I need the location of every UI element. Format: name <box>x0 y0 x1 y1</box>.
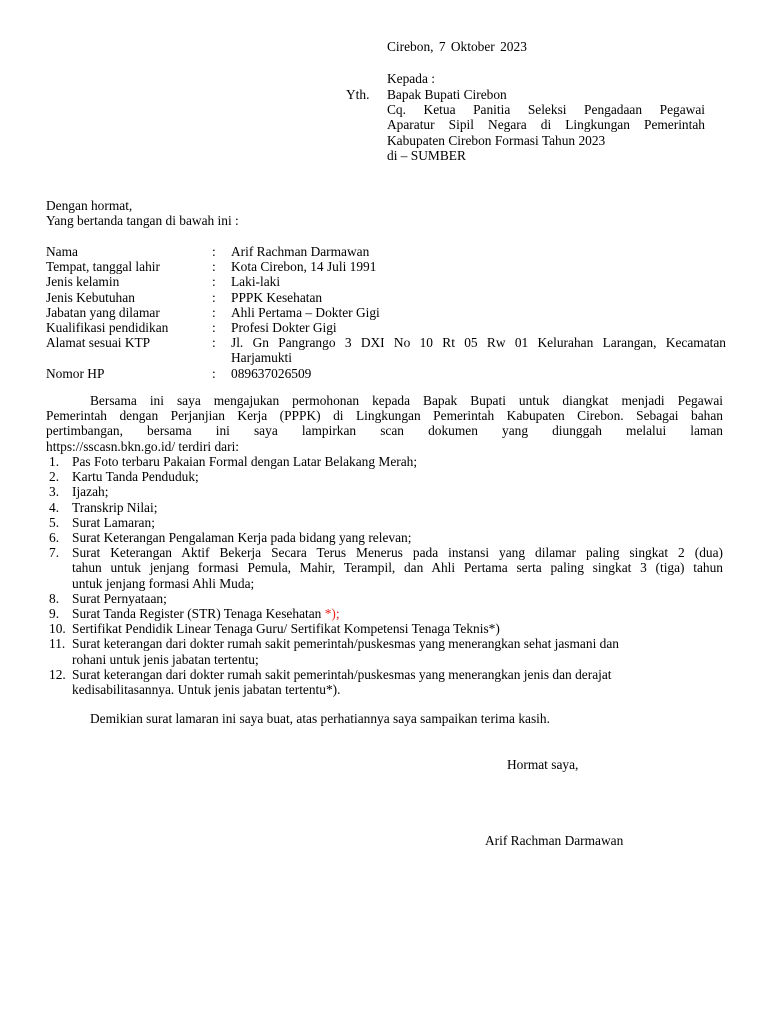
field-colon: : <box>212 244 216 259</box>
field-row <box>46 305 726 320</box>
field-row <box>46 366 726 381</box>
closing-sentence: Demikian surat lamaran ini saya buat, atas perhatiannya saya sampaikan terima kasih. <box>90 711 550 726</box>
list-item <box>46 500 723 515</box>
list-number: 9. <box>49 606 60 622</box>
greeting-salutation: Dengan hormat, <box>46 198 133 213</box>
field-value: Profesi Dokter Gigi <box>231 320 337 336</box>
paragraph-line <box>46 393 723 408</box>
greeting-intro: Yang bertanda tangan di bawah ini : <box>46 213 239 229</box>
field-value: Kota Cirebon, 14 Juli 1991 <box>231 259 377 275</box>
list-item <box>46 469 723 484</box>
list-text: Transkrip Nilai; <box>72 499 158 515</box>
list-text: Surat Lamaran; <box>72 514 155 530</box>
list-number: 4. <box>49 499 60 515</box>
list-text: Surat Keterangan Pengalaman Kerja pada bidang yang relevan; <box>72 530 412 546</box>
list-text: Surat Tanda Register (STR) Tenaga Kesehatan <box>72 606 325 622</box>
field-row <box>46 274 726 289</box>
list-item <box>46 530 723 545</box>
field-row <box>46 244 726 259</box>
list-item <box>46 667 723 697</box>
list-item <box>46 484 723 499</box>
list-number: 10. <box>49 621 66 637</box>
yth-label: Yth. <box>346 87 370 102</box>
list-number: 2. <box>49 469 60 485</box>
field-label: Jenis kelamin <box>46 274 120 290</box>
field-row <box>46 290 726 305</box>
field-row <box>46 259 726 274</box>
list-number: 8. <box>49 590 60 606</box>
list-text: Pas Foto terbaru Pakaian Formal dengan Latar Belakang Merah; <box>72 454 418 469</box>
paragraph-text: Bersama ini saya mengajukan permohonan kepada Bapak Bupati untuk diangkat menjadi Pegawai <box>90 393 723 408</box>
document-list <box>46 454 723 697</box>
list-text: Surat keterangan dari dokter rumah sakit pemerintah/puskesmas yang menerangkan jenis dan derajat <box>72 666 612 682</box>
field-label: Jabatan yang dilamar <box>46 304 160 320</box>
list-text: kedisabilitasannya. Untuk jenis jabatan tertentu*). <box>72 682 341 698</box>
paragraph-line: https://sscasn.bkn.go.id/ terdiri dari: <box>46 438 240 454</box>
field-value: 089637026509 <box>231 365 312 381</box>
list-text: Surat Keterangan Aktif Bekerja Secara Terus Menerus pada instansi yang dilamar paling singkat 2 (dua) <box>72 545 723 561</box>
list-item <box>46 606 723 621</box>
recipient-line: Bapak Bupati Cirebon <box>387 87 507 102</box>
recipient-line: Cq. Ketua Panitia Seleksi Pengadaan Pegawai <box>387 102 705 118</box>
list-number: 12. <box>49 666 66 682</box>
list-text: Surat Pernyataan; <box>72 590 167 606</box>
field-value: PPPK Kesehatan <box>231 289 323 305</box>
list-item <box>46 545 723 591</box>
recipient-line: Aparatur Sipil Negara di Lingkungan Pemerintah <box>387 117 705 133</box>
recipient-line: Kabupaten Cirebon Formasi Tahun 2023 <box>387 132 606 148</box>
list-number: 6. <box>49 530 60 546</box>
field-colon: : <box>212 289 216 305</box>
field-label: Jenis Kebutuhan <box>46 289 135 305</box>
field-colon: : <box>212 259 216 275</box>
field-colon: : <box>212 304 216 320</box>
list-number: 3. <box>49 484 60 500</box>
list-item <box>46 621 723 636</box>
list-text: rohani untuk jenis jabatan tertentu; <box>72 651 259 667</box>
field-value: Ahli Pertama – Dokter Gigi <box>231 304 380 320</box>
list-text: Sertifikat Pendidik Linear Tenaga Guru/ Sertifikat Kompetensi Tenaga Teknis*) <box>72 621 500 637</box>
field-label: Alamat sesuai KTP <box>46 335 151 351</box>
field-label: Nomor HP <box>46 365 105 381</box>
address-line: Jl. Gn Pangrango 3 DXI No 10 Rt 05 Rw 01 Kelurahan Larangan, Kecamatan <box>231 335 726 351</box>
list-number: 11. <box>49 636 66 652</box>
paragraph-line: Pemerintah dengan Perjanjian Kerja (PPPK) di Lingkungan Pemerintah Kabupaten Cirebon. Sebagai bahan <box>46 408 723 424</box>
paragraph-line: pertimbangan, bersama ini saya lampirkan scan dokumen yang diunggah melalui laman <box>46 423 723 439</box>
field-row <box>46 320 726 335</box>
list-text: Kartu Tanda Penduduk; <box>72 469 199 485</box>
field-colon: : <box>212 365 216 381</box>
list-number: 7. <box>49 545 60 561</box>
field-value <box>231 335 726 365</box>
address-line: Harjamukti <box>231 350 292 366</box>
field-colon: : <box>212 320 216 336</box>
field-label: Kualifikasi pendidikan <box>46 320 169 336</box>
list-item <box>46 454 723 469</box>
signer-name: Arif Rachman Darmawan <box>485 833 624 848</box>
list-number: 1. <box>49 454 60 469</box>
field-value: Arif Rachman Darmawan <box>231 244 370 259</box>
list-item <box>46 591 723 606</box>
body-paragraph <box>46 393 723 454</box>
applicant-details <box>46 244 726 381</box>
field-colon: : <box>212 274 216 290</box>
greeting <box>46 198 239 228</box>
field-colon: : <box>212 335 216 351</box>
field-value: Laki-laki <box>231 274 281 290</box>
field-row <box>46 335 726 365</box>
field-label: Nama <box>46 244 78 259</box>
list-number: 5. <box>49 514 60 530</box>
recipient-block <box>387 87 705 163</box>
sign-off: Hormat saya, <box>507 757 579 772</box>
list-text: tahun untuk jenjang formasi Pemula, Mahir, Terampil, dan Ahli Pertama serta paling singkat 3 (tiga) tahun <box>72 560 723 576</box>
list-text: untuk jenjang formasi Ahli Muda; <box>72 575 255 591</box>
list-text: Ijazah; <box>72 484 109 500</box>
note-marker: *); <box>324 606 340 622</box>
letter-date: Cirebon, 7 Oktober 2023 <box>387 39 527 54</box>
list-item <box>46 636 723 666</box>
field-label: Tempat, tanggal lahir <box>46 259 160 275</box>
list-item <box>46 515 723 530</box>
addressee-label: Kepada : <box>387 71 435 86</box>
recipient-line: di – SUMBER <box>387 147 466 163</box>
list-text: Surat keterangan dari dokter rumah sakit pemerintah/puskesmas yang menerangkan sehat jasmani dan <box>72 636 619 652</box>
